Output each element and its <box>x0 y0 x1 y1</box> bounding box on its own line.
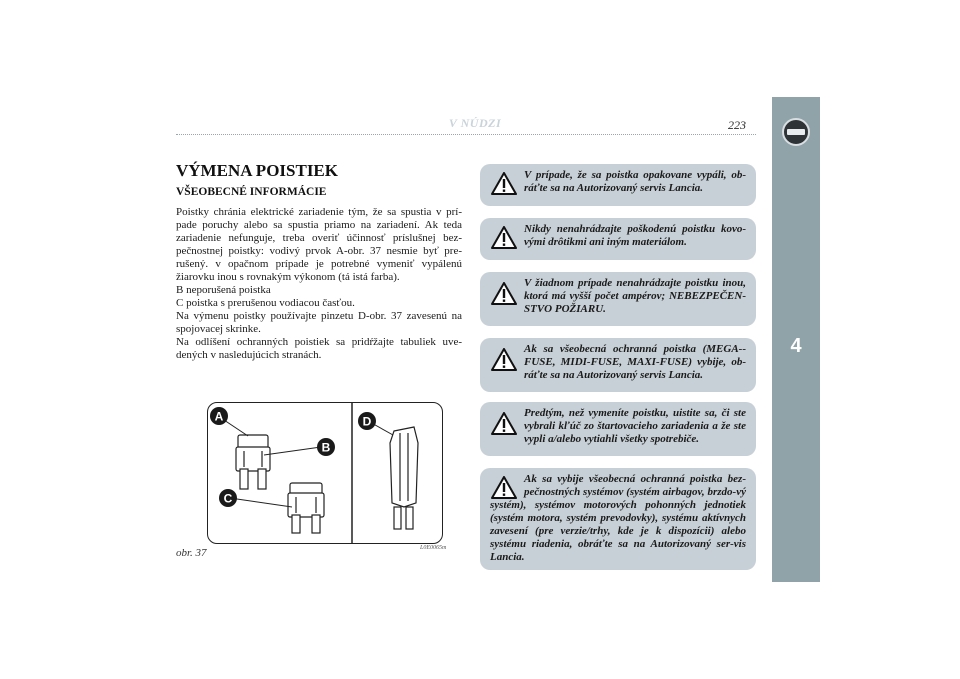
warning-triangle-icon <box>491 226 517 249</box>
warning-text: V žiadnom prípade nenahrádzajte poistku inou, ktorá má vyšší počet ampérov; NEBEZPEČEN-STVO POŽIARU. <box>524 277 746 315</box>
label-b: B <box>321 440 331 455</box>
warning-box-safety-systems <box>480 468 756 570</box>
figure-code: L0E0065m <box>420 545 447 551</box>
chapter-number: 4 <box>790 335 802 357</box>
warning-box-no-wire <box>480 218 756 260</box>
body-text <box>176 206 462 362</box>
list-item-b: B neporušená poistka <box>176 284 271 296</box>
warning-triangle-icon <box>491 476 517 499</box>
lancia-logo-icon <box>782 118 810 146</box>
warning-triangle-icon <box>491 172 517 195</box>
warning-box-remove-key <box>480 402 756 456</box>
warning-triangle-icon <box>491 348 517 371</box>
section-title: VÝMENA POISTIEK <box>176 161 338 180</box>
label-c: C <box>223 491 233 506</box>
fuse-blown-icon <box>236 435 270 489</box>
warning-box-fire-risk <box>480 272 756 326</box>
header-divider <box>176 134 756 135</box>
warning-box-maxi-fuse <box>480 338 756 392</box>
running-header-title: V NÚDZI <box>448 116 502 130</box>
body-paragraph-tables: Na odlíšení ochranných poistiek sa pridŕžajte tabuliek uve-dených v nasledujúcich stranách. <box>176 336 462 361</box>
warning-box-repeated-blow <box>480 164 756 206</box>
fuse-illustration <box>208 403 443 544</box>
page-number: 223 <box>728 118 746 132</box>
label-a: A <box>214 409 224 424</box>
tweezers-icon <box>390 427 418 529</box>
label-d: D <box>362 414 372 429</box>
warning-text: Ak sa vybije všeobecná ochranná poistka bez-pečnostných systémov (systém airbagov, brzdo-vý systém), systémov motorových pohonných jednotiek (systém motora, systém prevodovky), systému aktívnych zavesení (pre verzie/trhy, kde je k dispozícii) alebo systému riadenia, obráťte sa na Autorizovaný ser-vis Lancia. <box>490 473 746 563</box>
figure-caption: obr. 37 <box>176 547 207 559</box>
fuse-figure <box>207 402 443 544</box>
warning-text: Nikdy nenahrádzajte poškodenú poistku kovo-vými drôtikmi ani iným materiálom. <box>524 223 746 248</box>
warning-triangle-icon <box>491 412 517 435</box>
subsection-title: VŠEOBECNÉ INFORMÁCIE <box>176 186 327 198</box>
warning-text: V prípade, že sa poistka opakovane vypáli, ob-ráťte sa na Autorizovaný servis Lancia. <box>524 169 746 194</box>
list-item-c: C poistka s prerušenou vodiacou časťou. <box>176 297 355 309</box>
body-paragraph-intro: Poistky chránia elektrické zariadenie tým, že sa spustia v prí-pade poruchy alebo sa spustia priamo na zariadení. Ak teda zariadenie nefunguje, treba overiť účinnosť príslušnej bez-pečnostnej poistky: vodivý prvok A-obr. 37 nesmie byť pre-rušený. v opačnom prípade je potrebné vymeniť vypálenú žiarovku inou s rovnakým výkonom (tá istá farba). <box>176 206 462 283</box>
warning-text: Ak sa všeobecná ochranná poistka (MEGA--FUSE, MIDI-FUSE, MAXI-FUSE) vybije, ob-ráťte sa na Autorizovaný servis Lancia. <box>524 343 746 381</box>
body-paragraph-tweezers: Na výmenu poistky používajte pinzetu D-obr. 37 zavesenú na spojovacej skrinke. <box>176 310 462 335</box>
fuse-intact-icon <box>288 483 324 533</box>
warning-triangle-icon <box>491 282 517 305</box>
warning-text: Predtým, než vymeníte poistku, uistite sa, či ste vybrali kľúč zo štartovacieho zariadenia a že ste vypli a/alebo vytiahli všetky spotrebiče. <box>524 407 746 445</box>
